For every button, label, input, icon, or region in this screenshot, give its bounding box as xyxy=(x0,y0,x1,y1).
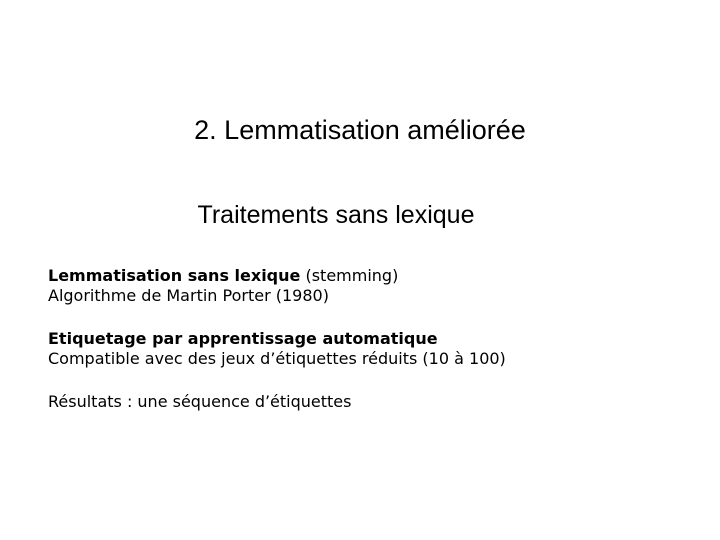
results-text: Résultats : une séquence d’étiquettes xyxy=(48,392,352,411)
section-heading-note: (stemming) xyxy=(300,266,399,285)
slide-body xyxy=(48,266,688,435)
section-heading-line xyxy=(48,266,688,286)
slide-subtitle: Traitements sans lexique xyxy=(197,201,475,229)
section-stemming xyxy=(48,266,688,306)
slide-title: 2. Lemmatisation améliorée xyxy=(194,115,526,145)
section-detail: Compatible avec des jeux d’étiquettes réduits (10 à 100) xyxy=(48,349,506,368)
section-heading: Lemmatisation sans lexique xyxy=(48,266,301,285)
section-heading: Etiquetage par apprentissage automatique xyxy=(48,329,438,348)
section-detail: Algorithme de Martin Porter (1980) xyxy=(48,286,329,305)
section-tagging xyxy=(48,329,688,369)
section-results xyxy=(48,392,688,412)
